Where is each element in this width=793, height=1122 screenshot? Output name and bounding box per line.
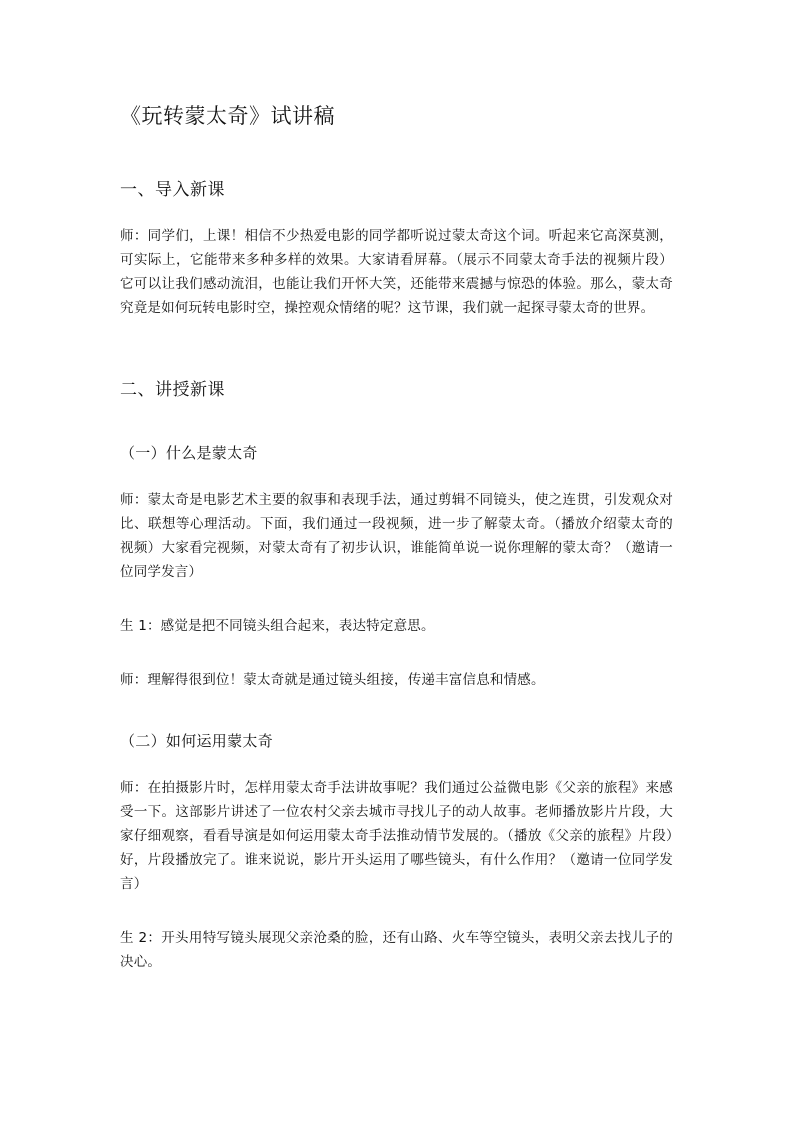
section-heading-teaching: 二、讲授新课 (120, 380, 225, 400)
teacher-paragraph-2: 师：理解得很到位！蒙太奇就是通过镜头组接，传递丰富信息和情感。 (120, 672, 545, 688)
section-heading-intro: 一、导入新课 (120, 180, 225, 200)
subsection-heading-what: （一）什么是蒙太奇 (120, 444, 258, 462)
teacher-paragraph-3: 师：在拍摄影片时，怎样用蒙太奇手法讲故事呢？我们通过公益微电影《父亲的旅程》来感受一下。这部影片讲述了一位农村父亲去城市寻找儿子的动人故事。老师播放影片片段，大家仔细观察，看看导演是如何运用蒙太奇手法推动情节发展的。（播放《父亲的旅程》片段）好，片段播放完了。谁来说说，影片开头运用了哪些镜头，有什么作用？（邀请一位同学发言） (120, 780, 673, 892)
student-2-answer: 生 2：开头用特写镜头展现父亲沧桑的脸，还有山路、火车等空镜头，表明父亲去找儿子的决心。 (120, 930, 673, 970)
subsection-heading-how: （二）如何运用蒙太奇 (120, 732, 274, 750)
student-1-answer: 生 1：感觉是把不同镜头组合起来，表达特定意思。 (120, 618, 435, 634)
document-body (120, 100, 673, 974)
document-title: 《玩转蒙太奇》试讲稿 (120, 104, 335, 128)
teacher-paragraph-1: 师：蒙太奇是电影艺术主要的叙事和表现手法，通过剪辑不同镜头，使之连贯，引发观众对比、联想等心理活动。下面，我们通过一段视频，进一步了解蒙太奇。（播放介绍蒙太奇的视频）大家看完视频，对蒙太奇有了初步认识，谁能简单说一说你理解的蒙太奇？（邀请一位同学发言） (120, 492, 673, 580)
intro-paragraph: 师：同学们，上课！相信不少热爱电影的同学都听说过蒙太奇这个词。听起来它高深莫测，可实际上，它能带来多种多样的效果。大家请看屏幕。（展示不同蒙太奇手法的视频片段）它可以让我们感动流泪，也能让我们开怀大笑，还能带来震撼与惊恐的体验。那么，蒙太奇究竟是如何玩转电影时空，操控观众情绪的呢？这节课，我们就一起探寻蒙太奇的世界。 (120, 228, 673, 316)
